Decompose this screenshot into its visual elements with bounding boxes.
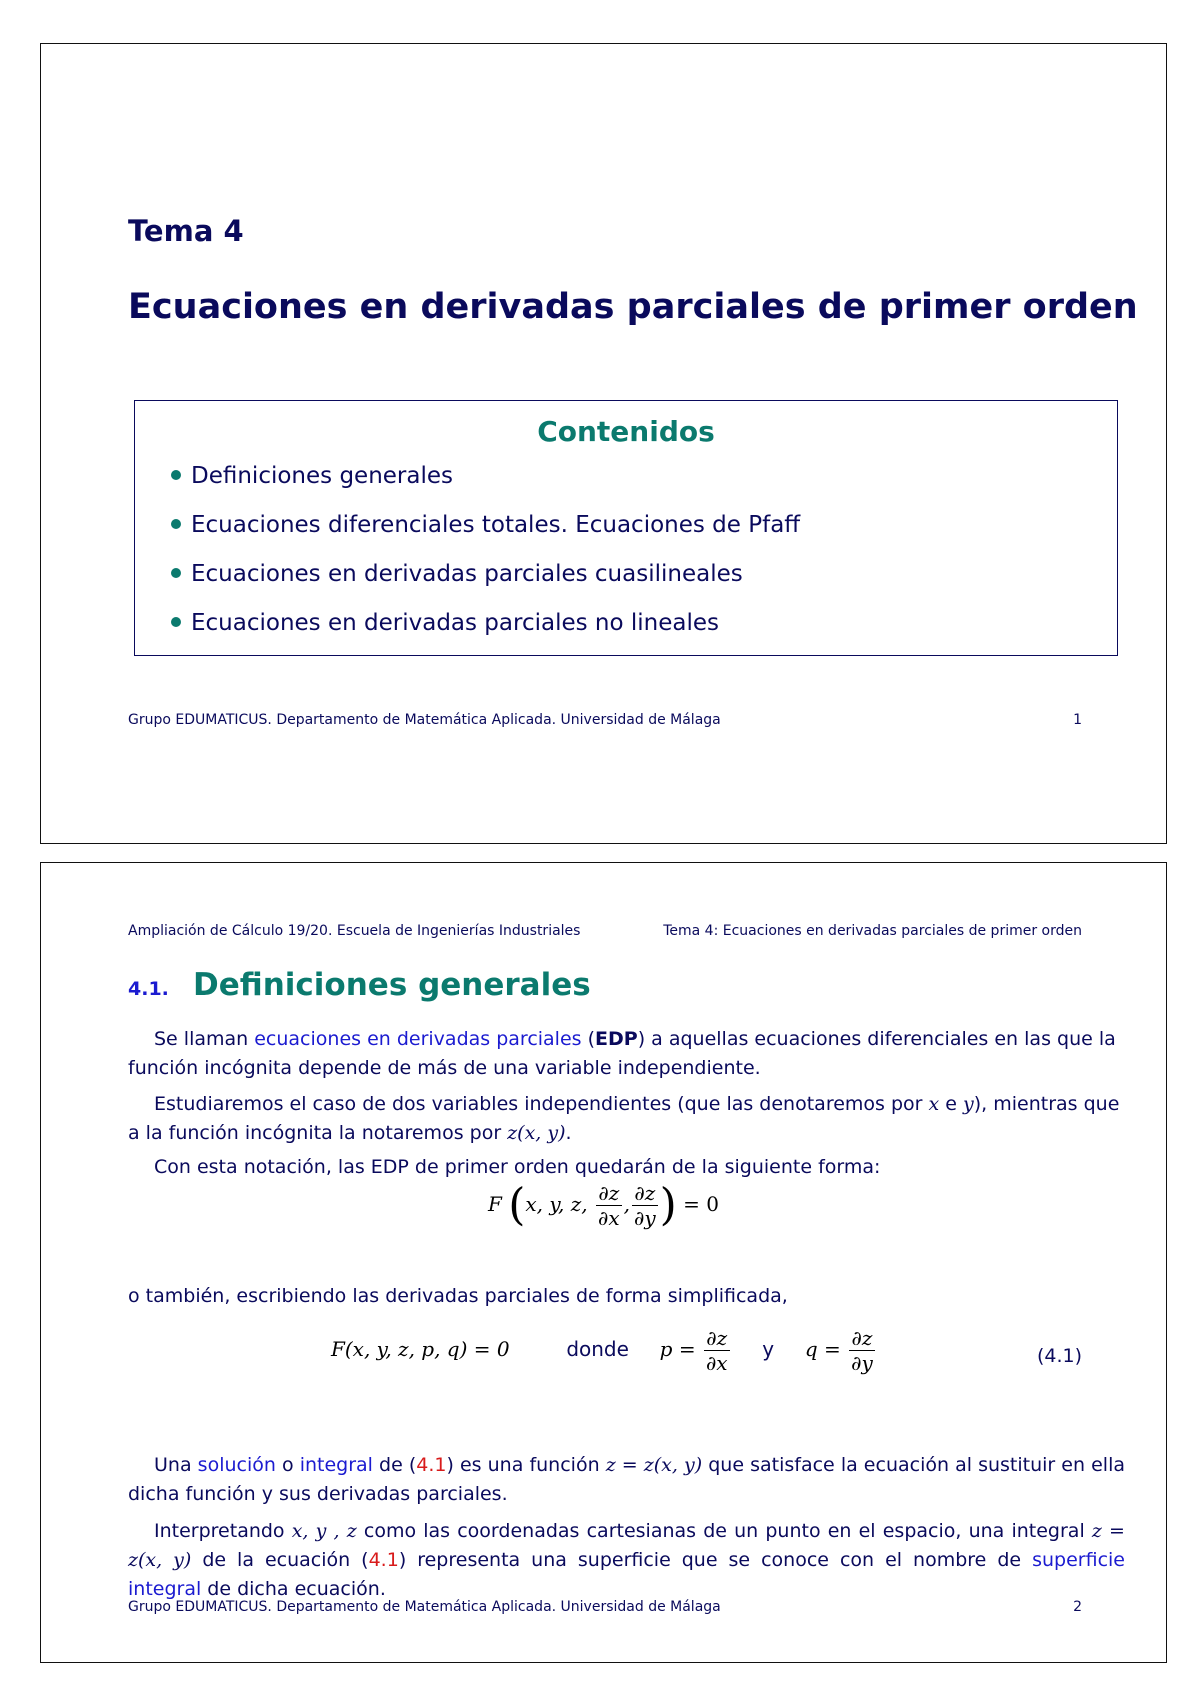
math-z-eq: z = z(x, y): [128, 1520, 1125, 1571]
text: de (: [372, 1454, 417, 1476]
abbr-edp: EDP: [595, 1028, 638, 1050]
denominator: ∂y: [634, 1206, 656, 1230]
term-integral: integral: [299, 1454, 373, 1476]
bullet-icon: [171, 519, 181, 529]
contents-list: [171, 463, 800, 659]
text: ), mientras que a la función incógnita la notaremos por: [128, 1093, 1120, 1144]
numerator: ∂z: [704, 1326, 730, 1351]
section-number: 4.1.: [128, 978, 169, 1000]
text: Una: [154, 1454, 198, 1476]
math-zxy: z(x, y): [507, 1122, 566, 1144]
slide-footer: Grupo EDUMATICUS. Departamento de Matemática Aplicada. Universidad de Málaga: [128, 712, 721, 728]
slide-2: [40, 862, 1167, 1663]
contents-item: [171, 610, 800, 659]
paragraph-variables: [128, 1090, 1125, 1148]
numerator: ∂z: [632, 1181, 658, 1206]
contents-box: [134, 400, 1118, 656]
topic-label: Tema 4: [128, 214, 244, 248]
text: Estudiaremos el caso de dos variables independientes (que las denotaremos por: [154, 1093, 929, 1115]
contents-item-label: Ecuaciones en derivadas parciales cuasilineales: [191, 561, 743, 587]
slide-title: Ecuaciones en derivadas parciales de primer orden: [128, 287, 1138, 327]
equation-number: (4.1): [1036, 1345, 1082, 1367]
text: que satisface la ecuación al sustituir en ella dicha función y sus derivadas parciales.: [128, 1454, 1126, 1505]
math-x: x: [928, 1093, 940, 1115]
equation-4-1: [331, 1326, 877, 1375]
text: o: [275, 1454, 300, 1476]
bullet-icon: [171, 617, 181, 627]
math-xyz: x, y , z: [291, 1520, 357, 1542]
eq-args: x, y, z,: [525, 1192, 588, 1216]
section-title: Definiciones generales: [193, 967, 591, 1003]
text: Interpretando: [154, 1520, 292, 1542]
term-edp: ecuaciones en derivadas parciales: [254, 1028, 582, 1050]
text: ) representa una superficie que se conoce con el nombre de: [398, 1549, 1033, 1571]
eq2-y-word: y: [762, 1337, 775, 1361]
page-number: 2: [1073, 1599, 1082, 1615]
paragraph-notation: [128, 1153, 1125, 1182]
eq2-p: p =: [659, 1337, 696, 1361]
header-course: Ampliación de Cálculo 19/20. Escuela de Ingenierías Industriales: [128, 923, 581, 939]
text: Se llaman: [154, 1028, 255, 1050]
text: Con esta notación, las EDP de primer orden quedarán de la siguiente forma:: [154, 1156, 881, 1178]
eq2-q: q =: [804, 1337, 841, 1361]
eq-rhs: = 0: [683, 1192, 720, 1216]
denominator: ∂x: [598, 1206, 620, 1230]
numerator: ∂z: [849, 1326, 875, 1351]
bullet-icon: [171, 470, 181, 480]
paragraph-interpretation: [128, 1517, 1125, 1604]
text: de dicha ecuación.: [201, 1578, 386, 1600]
contents-item-label: Ecuaciones diferenciales totales. Ecuaciones de Pfaff: [191, 512, 801, 538]
slide-footer: Grupo EDUMATICUS. Departamento de Matemática Aplicada. Universidad de Málaga: [128, 1599, 721, 1615]
contents-item-label: Ecuaciones en derivadas parciales no lineales: [191, 610, 720, 636]
term-solucion: solución: [197, 1454, 276, 1476]
text: ) a aquellas ecuaciones diferenciales en las que la función incógnita depende de más de una variable independiente.: [128, 1028, 1116, 1079]
eq2-donde: donde: [566, 1337, 629, 1361]
math-y: y: [963, 1093, 974, 1115]
text: ) es una función: [446, 1454, 606, 1476]
term-superficie-integral: superficie integral: [128, 1549, 1125, 1600]
denominator: ∂x: [705, 1351, 728, 1375]
eq2-lhs: F(x, y, z, p, q) = 0: [331, 1337, 510, 1361]
eq-F: F: [487, 1192, 502, 1216]
denominator: ∂y: [851, 1351, 873, 1375]
math-z-eq: z = z(x, y): [605, 1454, 703, 1476]
fraction-dz-dx: [596, 1181, 622, 1230]
equation-ref-link[interactable]: 4.1: [368, 1549, 399, 1571]
text: e: [945, 1093, 957, 1115]
paren-left: (: [508, 1179, 526, 1231]
text: de la ecuación (: [191, 1549, 369, 1571]
text: o también, escribiendo las derivadas parciales de forma simplificada,: [128, 1285, 788, 1307]
fraction-dz-dy: [849, 1326, 875, 1375]
numerator: ∂z: [596, 1181, 622, 1206]
fraction-dz-dx: [704, 1326, 730, 1375]
header-topic: Tema 4: Ecuaciones en derivadas parciales de primer orden: [663, 923, 1082, 939]
paren-right: ): [659, 1179, 677, 1231]
contents-title: Contenidos: [537, 415, 715, 448]
contents-item: [171, 512, 800, 561]
comma: ,: [623, 1192, 630, 1216]
bullet-icon: [171, 568, 181, 578]
contents-item-label: Definiciones generales: [191, 463, 453, 489]
slide-1: [40, 43, 1167, 844]
text: .: [565, 1122, 572, 1144]
paragraph-solution: [128, 1451, 1125, 1509]
equation-ref-link[interactable]: 4.1: [416, 1454, 447, 1476]
equation-general-form: [41, 1181, 1166, 1230]
fraction-dz-dy: [632, 1181, 658, 1230]
text: (: [581, 1028, 596, 1050]
paragraph-simplified: [128, 1282, 1125, 1311]
contents-item: [171, 561, 800, 610]
page-number: 1: [1073, 712, 1082, 728]
paragraph-edp-definition: [128, 1025, 1125, 1083]
text: como las coordenadas cartesianas de un punto en el espacio, una integral: [356, 1520, 1092, 1542]
contents-item: [171, 463, 800, 512]
